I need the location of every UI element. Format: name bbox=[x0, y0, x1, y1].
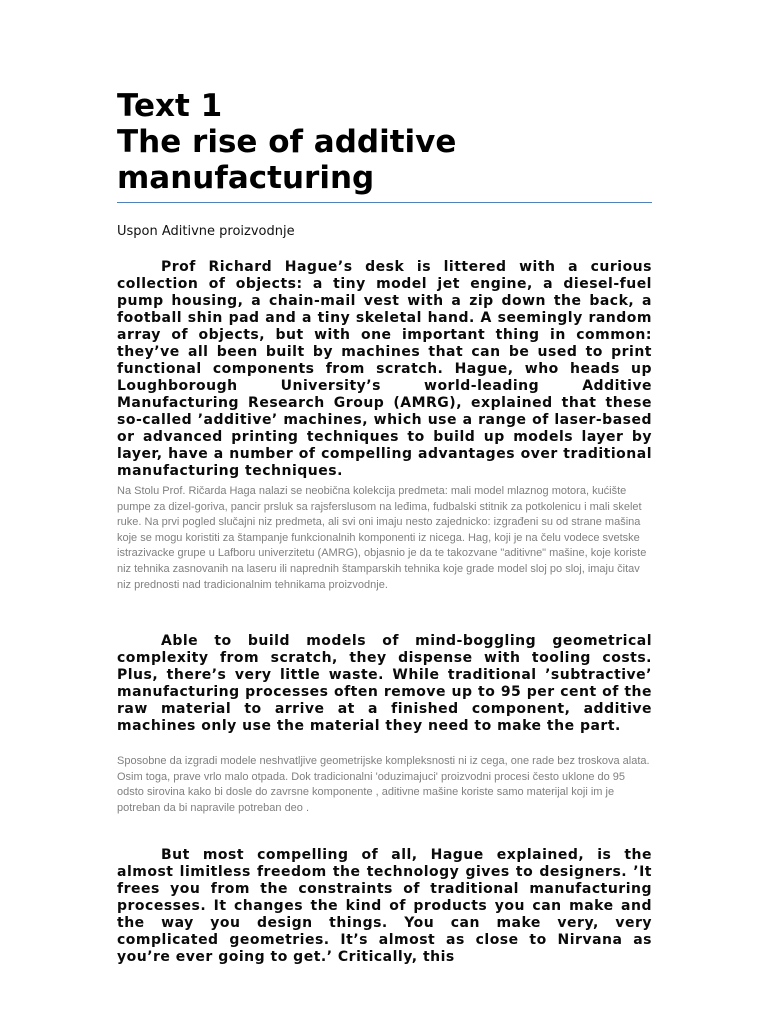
paragraph-english: But most compelling of all, Hague explained, is the almost limitless freedom the technology gives to designers. ’It frees you from the constraints of traditional manufacturing processes. It changes the kind of products you can make and the way you design things. You can make very, very complicated geometries. It’s almost as close to Nirvana as you’re ever going to get.’ Critically, this bbox=[117, 846, 652, 965]
paragraph-translation: Na Stolu Prof. Ričarda Haga nalazi se neobična kolekcija predmeta: mali model mlaznog motora, kućište pumpe za dizel-goriva, pancir prsluk sa rajsferslusom na leđima, fudbalski stitnik za potkolenicu i mali skelet ruke. Na prvi pogled slučajni niz predmeta, ali svi oni imaju nesto zajednicko: izgrađeni su od strane mašina koje se mogu koristiti za štampanje funkcionalnih komponenti iz nicega. Hag, koji je na čelu vodece svetske istrazivacke grupe u Lafboru univerzitetu (AMRG), objasnio je da te takozvane "aditivne" mašine, koje koriste niz tehnika zasnovanih na laseru ili naprednih štamparskih tehnika koje grade model sloj po sloj, imaju čitav niz prednosti nad tradicionalnim tehnikama proizvodnje. bbox=[117, 485, 647, 591]
document-subtitle: Uspon Aditivne proizvodnje bbox=[117, 224, 295, 239]
document-title bbox=[117, 88, 652, 196]
title-line-2: The rise of additive bbox=[117, 124, 457, 160]
document-page bbox=[117, 88, 652, 966]
title-line-1: Text 1 bbox=[117, 88, 223, 124]
title-line-3: manufacturing bbox=[117, 160, 375, 196]
paragraph-translation: Sposobne da izgradi modele neshvatljive geometrijske kompleksnosti ni iz cega, one rade bez troskova alata. Osim toga, prave vrlo malo otpada. Dok tradicionalni 'oduzimajuci' proizvodni procesi često uklone do 95 odsto sirovina kako bi dosle do zavrsne komponente , aditivne mašine koriste samo materijal koji im je potreban da bi napravile potreban deo . bbox=[117, 755, 650, 814]
paragraph-english: Able to build models of mind-boggling geometrical complexity from scratch, they dispense with tooling costs. Plus, there’s very little waste. While traditional ’subtractive’ manufacturing processes often remove up to 95 per cent of the raw material to arrive at a finished component, additive machines only use the material they need to make the part. bbox=[117, 633, 652, 735]
paragraph-english: Prof Richard Hague’s desk is littered with a curious collection of objects: a tiny model jet engine, a diesel-fuel pump housing, a chain-mail vest with a zip down the back, a football shin pad and a tiny skeletal hand. A seemingly random array of objects, but with one important thing in common: they’ve all been built by machines that can be used to print functional components from scratch. Hague, who heads up Loughborough University’s world-leading Additive Manufacturing Research Group (AMRG), explained that these so-called ’additive’ machines, which use a range of laser-based or advanced printing techniques to build up models layer by layer, have a number of compelling advantages over traditional manufacturing techniques. bbox=[117, 259, 652, 479]
title-underline bbox=[117, 202, 652, 203]
